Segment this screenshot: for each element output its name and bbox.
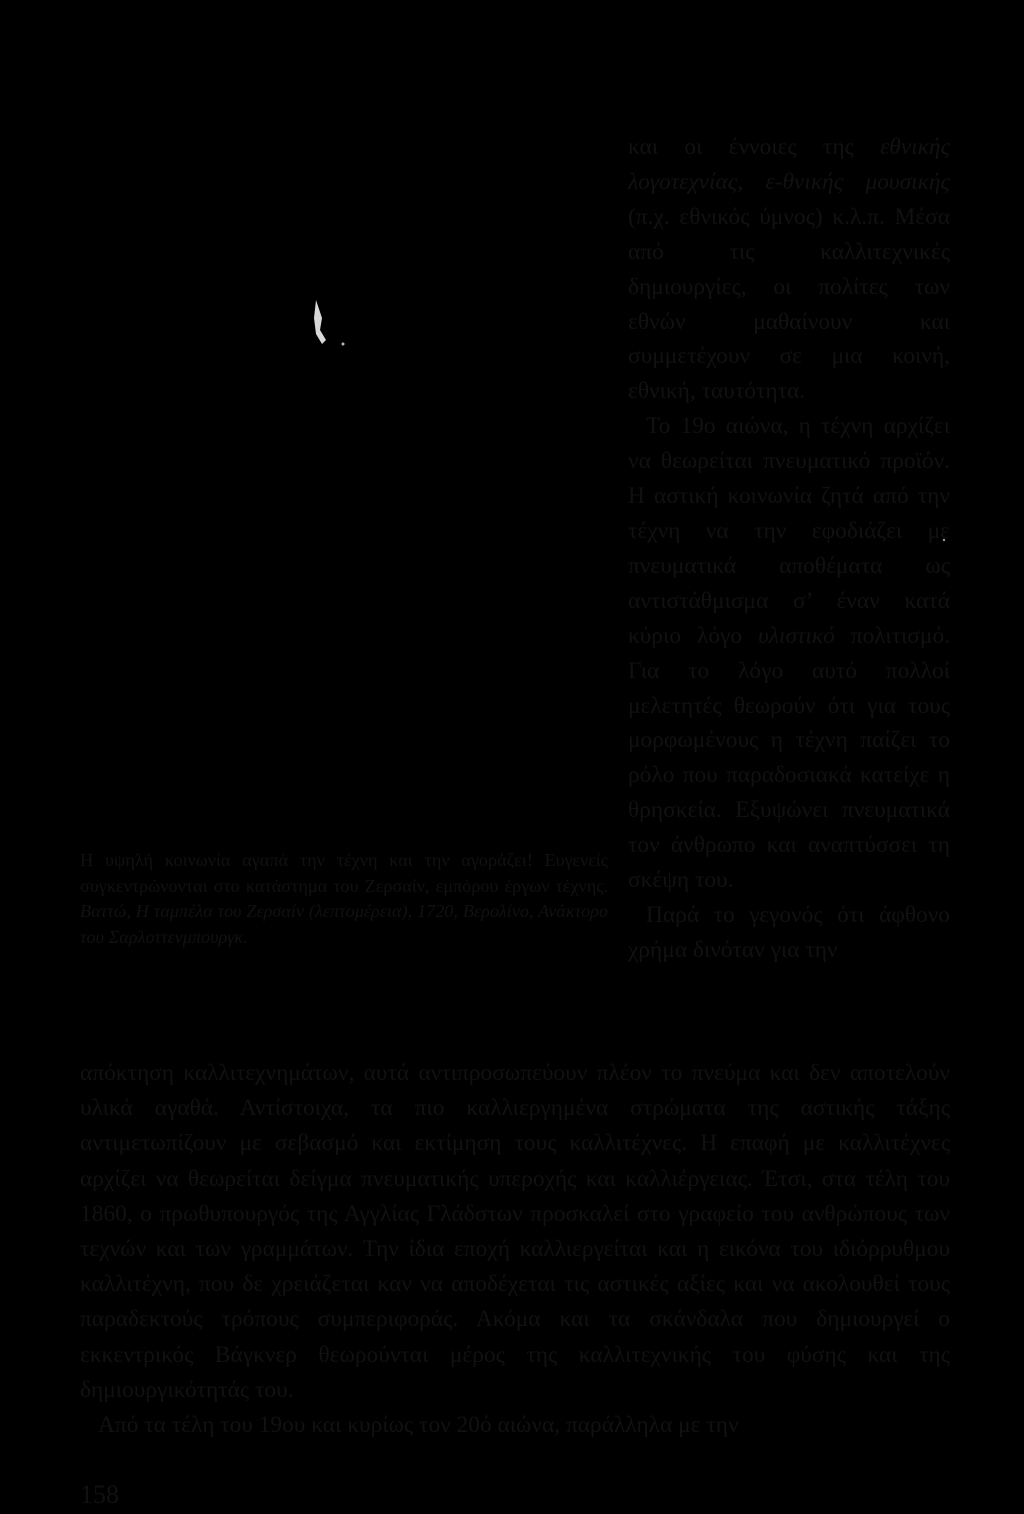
paragraph: και οι έννοιες της εθνικής λογοτεχνίας, ε-θνικής μουσικής (π.χ. εθνικός ύμνος) κ.λ.π. Μέσα από τις καλλιτεχνικές δημιουργίες, οι πολίτες των εθνών μαθαίνουν και συμμετέχουν σε μια κοινή, εθνική, ταυτότητα.	[628, 134, 950, 405]
paragraph: απόκτηση καλλιτεχνημάτων, αυτά αντιπροσωπεύουν πλέον το πνεύμα και δεν αποτελούν υλικά αγαθά. Αντίστοιχα, τα πιο καλλιεργημένα στρώματα της αστικής τάξης αντιμετωπίζουν με σεβασμό και εκτίμηση τους καλλιτέχνες. Η επαφή με καλλιτέχνες αρχίζει να θεωρείται δείγμα πνευματικής υπεροχής και καλλιέργειας. Έτσι, στα τέλη του 1860, ο πρωθυπουργός της Αγγλίας Γλάδστων προσκαλεί στο γραφείο του ανθρώπους των τεχνών και των γραμμάτων. Την ίδια εποχή καλλιεργείται και η εικόνα του ιδιόρρυθμου καλλιτέχνη, που δε χρειάζεται καν να αποδέχεται τις αστικές αξίες και να ακολουθεί τους παραδεκτούς τρόπους συμπεριφοράς. Ακόμα και τα σκάνδαλα που δημιουργεί ο εκκεντρικός Βάγκνερ θεωρούνται μέρος της καλλιτεχνικής του φύσης και της δημιουργικότητάς του.	[80, 1060, 950, 1403]
page-number: 158	[80, 1480, 119, 1509]
paragraph: Από τα τέλη του 19ου και κυρίως τον 20ό αιώνα, παράλληλα με την	[98, 1412, 739, 1439]
image-caption: Η υψηλή κοινωνία αγαπά την τέχνη και την αγοράζει! Ευγενείς συγκεντρώνονται στο κατάστημα του Ζερσαίν, εμπόρου έργων τέχνης. Βαττώ, Η ταμπέλα του Ζερσαίν (λεπτομέρεια), 1720, Βερολίνο, Ανάκτορο του Σαρλοττενμπουργκ.	[80, 850, 608, 947]
paragraph: Το 19ο αιώνα, η τέχνη αρχίζει να θεωρείται πνευματικό προϊόν. Η αστική κοινωνία ζητά από την τέχνη να την εφοδιάζει με πνευματικά αποθέματα ως αντιστάθμισμα σ’ έναν κατά κύριο λόγο υλιστικό πολιτισμό. Για το λόγο αυτό πολλοί μελετητές θεωρούν ότι για τους μορφωμένους η τέχνη παίζει το ρόλο που παραδοσιακά κατείχε η θρησκεία. Εξυψώνει πνευματικά τον άνθρωπο και αναπτύσσει τη σκέψη του.	[628, 413, 951, 894]
speck-highlight	[342, 343, 345, 346]
right-column-text	[628, 130, 950, 968]
full-width-text	[80, 1056, 950, 1443]
figure-highlight	[314, 300, 326, 344]
paragraph: Παρά το γεγονός ότι άφθονο χρήμα δινόταν για την	[628, 901, 950, 963]
